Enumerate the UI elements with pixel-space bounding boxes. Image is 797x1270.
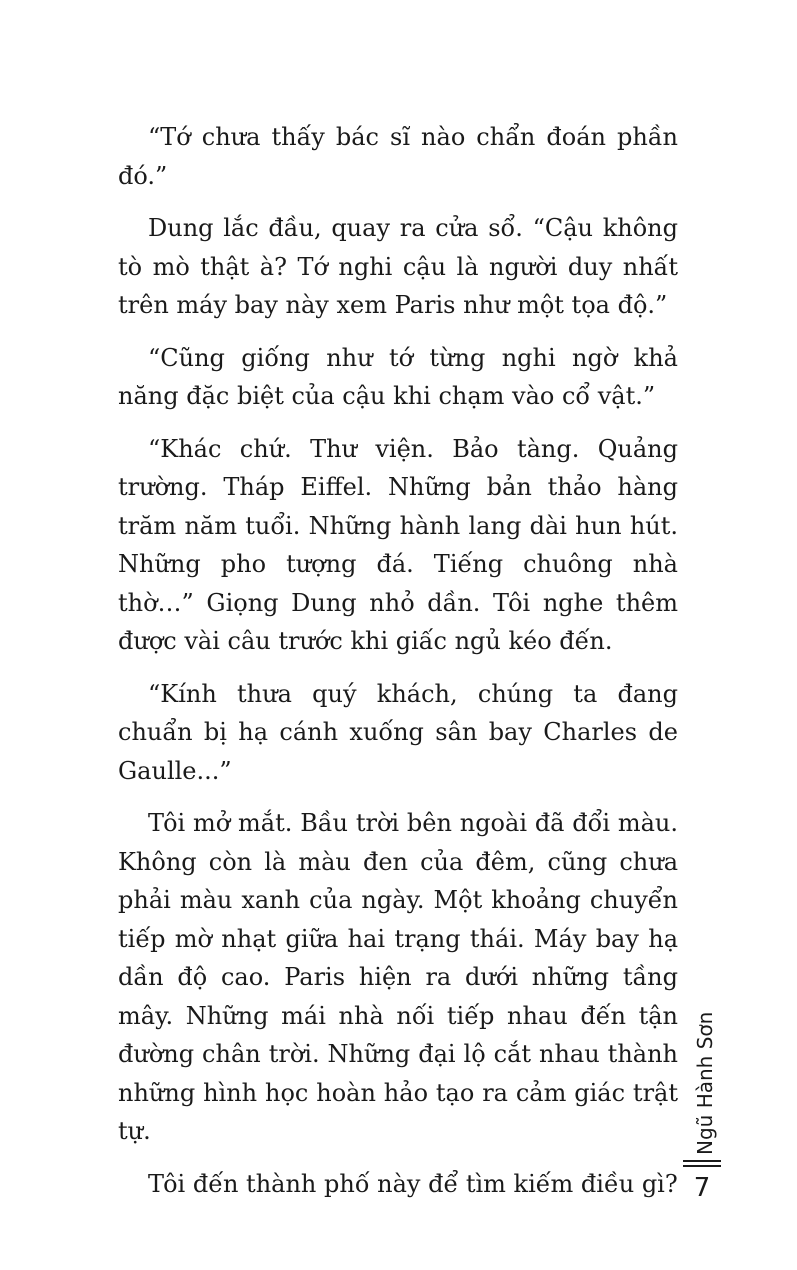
paragraph: “Kính thưa quý khách, chúng ta đang chuẩn bị hạ cánh xuống sân bay Charles de Gaulle...”	[118, 679, 678, 785]
double-rule-divider	[683, 1160, 721, 1167]
paragraph: Tôi mở mắt. Bầu trời bên ngoài đã đổi màu. Không còn là màu đen của đêm, cũng chưa phải màu xanh của ngày. Một khoảng chuyển tiếp mờ nhạt giữa hai trạng thái. Máy bay hạ dần độ cao. Paris hiện ra dưới những tầng mây. Những mái nhà nối tiếp nhau đến tận đường chân trời. Những đại lộ cắt nhau thành những hình học hoàn hảo tạo ra cảm giác trật tự.	[118, 809, 678, 1145]
paragraph: Dung lắc đầu, quay ra cửa sổ. “Cậu không tò mò thật à? Tớ nghi cậu là người duy nhất trên máy bay này xem Paris như một tọa độ.”	[118, 214, 678, 319]
running-title	[683, 1005, 723, 1155]
page-number: 7	[693, 1173, 711, 1203]
paragraph: “Cũng giống như tớ từng nghi ngờ khả năng đặc biệt của cậu khi chạm vào cổ vật.”	[118, 343, 678, 410]
paragraph: Tôi đến thành phố này để tìm kiếm điều gì?	[148, 1169, 678, 1198]
body-text	[118, 118, 678, 1217]
paragraph: “Khác chứ. Thư viện. Bảo tàng. Quảng trường. Tháp Eiffel. Những bản thảo hàng trăm năm tuổi. Những hành lang dài hun hút. Những pho tượng đá. Tiếng chuông nhà thờ…” Giọng Dung nhỏ dần. Tôi nghe thêm được vài câu trước khi giấc ngủ kéo đến.	[118, 434, 678, 655]
paragraph: “Tớ chưa thấy bác sĩ nào chẩn đoán phần đó.”	[118, 123, 678, 190]
running-title-text: Ngũ Hành Sơn	[693, 1011, 717, 1155]
